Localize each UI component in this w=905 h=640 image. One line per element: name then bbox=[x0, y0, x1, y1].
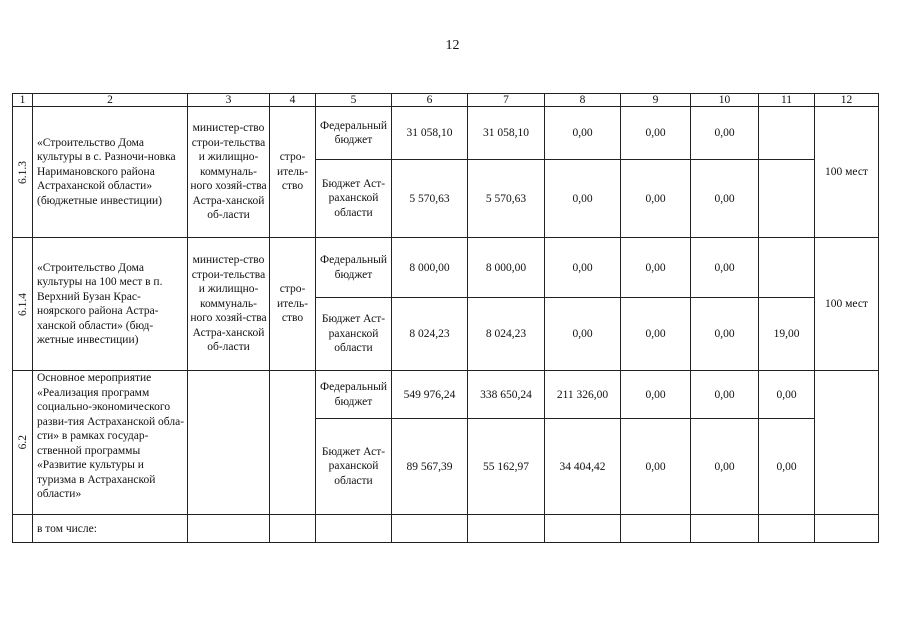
row-code: 6.2 bbox=[13, 371, 33, 515]
cell-value: 31 058,10 bbox=[392, 107, 468, 160]
header-cell: 10 bbox=[691, 94, 759, 107]
cell-value: 0,00 bbox=[621, 160, 691, 238]
cell-value: 0,00 bbox=[545, 238, 621, 298]
cell-value: 31 058,10 bbox=[468, 107, 545, 160]
funding-source: Федеральный бюджет bbox=[316, 238, 392, 298]
row-code: 6.1.3 bbox=[13, 107, 33, 238]
cell-value: 0,00 bbox=[545, 160, 621, 238]
cell-value: 549 976,24 bbox=[392, 371, 468, 419]
header-row bbox=[13, 94, 879, 107]
header-cell: 7 bbox=[468, 94, 545, 107]
empty-cell bbox=[545, 515, 621, 543]
cell-value bbox=[759, 238, 815, 298]
header-cell: 5 bbox=[316, 94, 392, 107]
including-label: в том числе: bbox=[33, 515, 188, 543]
header-cell: 8 bbox=[545, 94, 621, 107]
header-cell: 12 bbox=[815, 94, 879, 107]
row-name: «Строительство Дома культуры на 100 мест в п. Верхний Бузан Крас-ноярского района Астра-ханской области» (бюд-жетные инвестиции) bbox=[33, 238, 188, 371]
cell-value: 0,00 bbox=[759, 419, 815, 515]
header-cell: 4 bbox=[270, 94, 316, 107]
cell-value: 0,00 bbox=[621, 238, 691, 298]
cell-value: 55 162,97 bbox=[468, 419, 545, 515]
page-number: 12 bbox=[445, 38, 460, 53]
header-cell: 6 bbox=[392, 94, 468, 107]
empty-cell bbox=[270, 515, 316, 543]
header-cell: 1 bbox=[13, 94, 33, 107]
cell-value: 34 404,42 bbox=[545, 419, 621, 515]
cell-value: 0,00 bbox=[691, 371, 759, 419]
empty-cell bbox=[316, 515, 392, 543]
cell-value bbox=[759, 160, 815, 238]
row-type bbox=[270, 371, 316, 515]
cell-value: 5 570,63 bbox=[468, 160, 545, 238]
header-cell: 3 bbox=[188, 94, 270, 107]
funding-source: Бюджет Аст-раханской области bbox=[316, 298, 392, 371]
row-executor: министер-ство строи-тельства и жилищно-коммуналь-ного хозяй-ства Астра-ханской об-ласти bbox=[188, 238, 270, 371]
table-row bbox=[13, 107, 879, 160]
cell-value: 0,00 bbox=[691, 238, 759, 298]
cell-value: 0,00 bbox=[621, 419, 691, 515]
empty-cell bbox=[815, 515, 879, 543]
table-row bbox=[13, 371, 879, 419]
funding-source: Бюджет Аст-раханской области bbox=[316, 419, 392, 515]
cell-value: 19,00 bbox=[759, 298, 815, 371]
row-code: 6.1.4 bbox=[13, 238, 33, 371]
row-result: 100 мест bbox=[815, 238, 879, 371]
empty-cell bbox=[392, 515, 468, 543]
funding-source: Федеральный бюджет bbox=[316, 107, 392, 160]
cell-value: 89 567,39 bbox=[392, 419, 468, 515]
header-cell: 9 bbox=[621, 94, 691, 107]
row-executor bbox=[188, 371, 270, 515]
cell-value: 0,00 bbox=[545, 107, 621, 160]
row-type: стро-итель-ство bbox=[270, 107, 316, 238]
cell-value: 0,00 bbox=[621, 371, 691, 419]
cell-value: 0,00 bbox=[621, 298, 691, 371]
header-cell: 2 bbox=[33, 94, 188, 107]
row-result bbox=[815, 371, 879, 515]
table-row bbox=[13, 238, 879, 298]
empty-cell bbox=[468, 515, 545, 543]
empty-cell bbox=[691, 515, 759, 543]
cell-value: 0,00 bbox=[691, 298, 759, 371]
cell-value: 0,00 bbox=[691, 419, 759, 515]
row-name: «Строительство Дома культуры в с. Разночи-новка Наримановского района Астраханской области» (бюджетные инвестиции) bbox=[33, 107, 188, 238]
cell-value: 211 326,00 bbox=[545, 371, 621, 419]
cell-value: 8 000,00 bbox=[392, 238, 468, 298]
cell-value: 0,00 bbox=[691, 160, 759, 238]
empty-cell bbox=[759, 515, 815, 543]
empty-cell bbox=[188, 515, 270, 543]
funding-source: Федеральный бюджет bbox=[316, 371, 392, 419]
cell-value: 0,00 bbox=[545, 298, 621, 371]
cell-value: 8 024,23 bbox=[392, 298, 468, 371]
funding-source: Бюджет Аст-раханской области bbox=[316, 160, 392, 238]
cell-value: 338 650,24 bbox=[468, 371, 545, 419]
empty-cell bbox=[621, 515, 691, 543]
row-name: Основное мероприятие «Реализация программ социально-экономического разви-тия Астраханской обла-сти» в рамках государ-ственной программы «Развитие культуры и туризма в Астраханской области» bbox=[33, 371, 188, 515]
empty-cell bbox=[13, 515, 33, 543]
row-result: 100 мест bbox=[815, 107, 879, 238]
cell-value: 5 570,63 bbox=[392, 160, 468, 238]
budget-table bbox=[12, 93, 879, 543]
cell-value: 8 000,00 bbox=[468, 238, 545, 298]
cell-value: 0,00 bbox=[691, 107, 759, 160]
cell-value: 0,00 bbox=[759, 371, 815, 419]
row-type: стро-итель-ство bbox=[270, 238, 316, 371]
table-row bbox=[13, 515, 879, 543]
cell-value: 8 024,23 bbox=[468, 298, 545, 371]
cell-value bbox=[759, 107, 815, 160]
row-executor: министер-ство строи-тельства и жилищно-коммуналь-ного хозяй-ства Астра-ханской об-ласти bbox=[188, 107, 270, 238]
cell-value: 0,00 bbox=[621, 107, 691, 160]
header-cell: 11 bbox=[759, 94, 815, 107]
